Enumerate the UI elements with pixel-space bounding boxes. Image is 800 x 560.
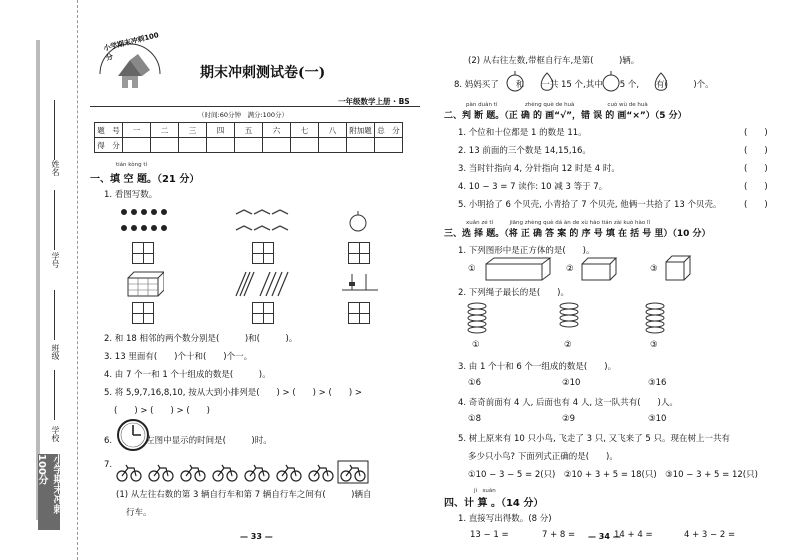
choice-2-opt-3[interactable]: ③: [650, 340, 658, 350]
choice-1-opt-3[interactable]: ③: [650, 264, 658, 274]
title-rule: [90, 106, 420, 107]
q7-1-text-cont: 行车。: [126, 508, 152, 518]
cube-stack-icon: [124, 270, 164, 298]
grade-label: 一年级数学上册 · BS: [338, 97, 410, 106]
choice-4-text: 4. 奇奇前面有 4 人, 后面也有 4 人, 这一队共有( )人。: [458, 398, 678, 408]
answer-grid-1[interactable]: [132, 242, 154, 264]
id-line: [54, 190, 55, 250]
binding-spine: [0, 0, 78, 560]
score-header-cell: 四: [207, 123, 235, 138]
page-number-left: — 33 —: [240, 532, 273, 541]
q5-text-cont: ( ) > ( ) > ( ): [114, 406, 210, 416]
spine-label-class: 班级: [51, 344, 60, 360]
score-cell[interactable]: [123, 138, 151, 153]
choice-3-opt-3[interactable]: ③16: [648, 378, 667, 388]
choice-2-opt-2[interactable]: ②: [564, 340, 572, 350]
pear-icon: [536, 70, 558, 92]
score-cell[interactable]: [375, 138, 403, 153]
choice-3-opt-1[interactable]: ①6: [468, 378, 482, 388]
apple-icon: [600, 70, 622, 92]
judge-item-5: 5. 小明拾了 6 个贝壳, 小青拾了 7 个贝壳, 他俩一共拾了 13 个贝壳。: [458, 200, 722, 210]
judge-item-2: 2. 13 前面的三个数是 14,15,16。: [458, 146, 591, 156]
score-table: [94, 122, 403, 153]
apple-icon: [504, 70, 526, 92]
choice-5-text: 5. 树上原来有 10 只小鸟, 飞走了 3 只, 又飞来了 5 只。现在树上一共有: [458, 434, 730, 444]
spine-label-school: 学校: [51, 426, 60, 442]
score-row-label: 得 分: [95, 138, 123, 153]
choice-2-opt-1[interactable]: ①: [472, 340, 480, 350]
rope-coil-icon: [558, 300, 580, 340]
choice-4-opt-1[interactable]: ①8: [468, 414, 482, 424]
score-cell[interactable]: [207, 138, 235, 153]
score-cell[interactable]: [347, 138, 375, 153]
judge-answer-3[interactable]: ( ): [744, 164, 768, 174]
calc-item-4[interactable]: 4 + 3 − 2 =: [684, 530, 736, 540]
score-cell[interactable]: [235, 138, 263, 153]
spine-label-id: 学号: [51, 252, 60, 268]
score-header-row: [95, 123, 403, 138]
ant-group-icon: [118, 204, 174, 238]
choice-3-opt-2[interactable]: ②10: [562, 378, 581, 388]
abacus-icon: [340, 270, 380, 298]
sec1-pinyin: tián kòng tí: [116, 162, 148, 168]
q5-text: 5. 将 5,9,7,16,8,10, 按从大到小排列是( ) > ( ) > ( ) >: [104, 388, 362, 398]
score-header-cell: 一: [123, 123, 151, 138]
score-cell[interactable]: [291, 138, 319, 153]
answer-grid-6[interactable]: [348, 302, 370, 324]
grasshopper-group-icon: [232, 204, 292, 238]
score-header-cell: 八: [319, 123, 347, 138]
score-cell[interactable]: [151, 138, 179, 153]
q1-text: 1. 看图写数。: [104, 190, 158, 200]
score-header-cell: 二: [151, 123, 179, 138]
score-value-row: [95, 138, 403, 153]
apple-icon: [348, 210, 368, 232]
calc-intro: 1. 直接写出得数。(8 分): [458, 514, 552, 524]
calc-item-1[interactable]: 13 − 1 =: [470, 530, 509, 540]
exam-meta: （时间:60分钟 满分:100分）: [198, 111, 289, 119]
score-cell[interactable]: [319, 138, 347, 153]
q6-text: 6. 左图中显示的时间是( )时。: [104, 436, 272, 446]
page-number-right: — 34 —: [588, 532, 621, 541]
choice-5-text-cont: 多少只小鸟? 下面列式正确的是( )。: [468, 452, 618, 462]
class-line: [54, 290, 55, 340]
sec4-pinyin: jì suàn: [474, 488, 496, 494]
score-header-cell: 总 分: [375, 123, 403, 138]
school-line: [54, 370, 55, 420]
choice-3-text: 3. 由 1 个十和 6 个一组成的数是( )。: [458, 362, 617, 372]
q7-2-text: (2) 从右往左数,带框自行车,是第( )辆。: [468, 56, 640, 66]
judge-item-1: 1. 个位和十位都是 1 的数是 11。: [458, 128, 587, 138]
pear-icon: [650, 70, 672, 92]
choice-5-options[interactable]: ①10 − 3 − 5 = 2(只) ②10 + 3 + 5 = 18(只) ③10 − 3 + 5 = 12(只): [468, 470, 758, 480]
section-2-heading: 二、判 断 题。（正 确 的 画“√”，错 误 的 画“×”）（5 分）: [444, 111, 687, 121]
answer-grid-5[interactable]: [252, 302, 274, 324]
calc-item-2[interactable]: 7 + 8 =: [542, 530, 576, 540]
judge-answer-1[interactable]: ( ): [744, 128, 768, 138]
choice-4-opt-3[interactable]: ③10: [648, 414, 667, 424]
logo-text: 小学期末冲刺100分: [102, 31, 160, 63]
sec3-pinyin: xuǎn zé tí jiāng zhèng què dá àn de xù hào tián zài kuò hào lǐ: [466, 220, 651, 226]
q3-text: 3. 13 里面有( )个十和( )个一。: [104, 352, 253, 362]
judge-answer-5[interactable]: ( ): [744, 200, 768, 210]
answer-grid-4[interactable]: [132, 302, 154, 324]
calc-item-3[interactable]: 14 + 4 =: [614, 530, 653, 540]
spine-badge: 小学期末冲刺100分: [38, 454, 60, 530]
score-header-cell: 七: [291, 123, 319, 138]
cube-icon: [664, 254, 694, 282]
choice-2-text: 2. 下列绳子最长的是( )。: [458, 288, 569, 298]
answer-grid-3[interactable]: [348, 242, 370, 264]
choice-1-text: 1. 下列图形中是正方体的是( )。: [458, 246, 595, 256]
section-3-heading: 三、选 择 题。（将 正 确 答 案 的 序 号 填 在 括 号 里）（10 分）: [444, 229, 711, 239]
exam-title: 期末冲刺测试卷(一): [200, 65, 326, 81]
q4-text: 4. 由 7 个一和 1 个十组成的数是( )。: [104, 370, 271, 380]
cuboid-icon: [484, 256, 554, 282]
spine-label-name: 姓名: [51, 160, 60, 176]
q7-1-text: (1) 从左往右数的第 3 辆自行车和第 7 辆自行车之间有( )辆自: [116, 490, 372, 500]
section-1-heading: 一、填 空 题。（21 分）: [90, 174, 200, 185]
series-logo: [94, 31, 166, 96]
judge-item-4: 4. 10 − 3 = 7 读作: 10 减 3 等于 7。: [458, 182, 608, 192]
judge-answer-2[interactable]: ( ): [744, 146, 768, 156]
score-header-cell: 五: [235, 123, 263, 138]
bicycle-row-icon: [116, 460, 416, 484]
score-cell[interactable]: [179, 138, 207, 153]
judge-item-3: 3. 当时针指向 4, 分针指向 12 时是 4 时。: [458, 164, 620, 174]
score-header-cell: 题 号: [95, 123, 123, 138]
choice-1-opt-1[interactable]: ①: [468, 264, 476, 274]
q8-text: 8. 妈妈买了 和 一共 15 个,其中 5 个, 有( )个。: [454, 80, 714, 90]
score-header-cell: 六: [263, 123, 291, 138]
sec2-pinyin: pàn duàn tí zhèng què de huà cuò wù de huà: [466, 102, 648, 108]
score-header-cell: 三: [179, 123, 207, 138]
choice-4-opt-2[interactable]: ②9: [562, 414, 576, 424]
stick-bundle-icon: [230, 268, 294, 300]
answer-grid-2[interactable]: [252, 242, 274, 264]
section-4-heading: 四、计 算 。（14 分）: [444, 498, 544, 509]
q7-text: 7.: [104, 460, 113, 470]
name-line: [54, 100, 55, 160]
spine-stripe: [36, 40, 40, 520]
score-cell[interactable]: [263, 138, 291, 153]
q2-text: 2. 和 18 相邻的两个数分别是( )和( )。: [104, 334, 298, 344]
judge-answer-4[interactable]: ( ): [744, 182, 768, 192]
rope-coil-icon: [466, 300, 488, 340]
score-header-cell: 附加题: [347, 123, 375, 138]
flat-box-icon: [580, 256, 620, 282]
choice-1-opt-2[interactable]: ②: [566, 264, 574, 274]
rope-coil-icon: [644, 300, 666, 340]
